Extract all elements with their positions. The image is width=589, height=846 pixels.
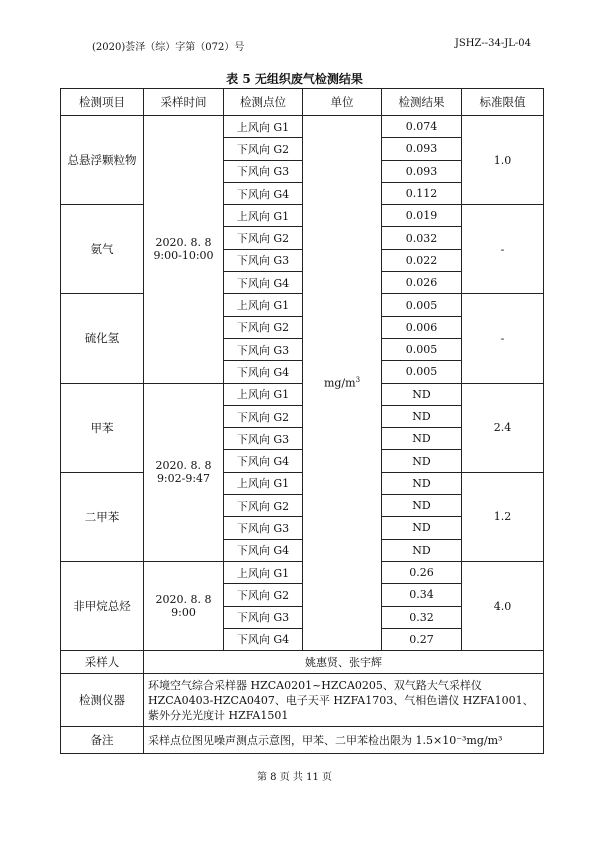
- sampling-point: 下风向 G4: [224, 361, 303, 383]
- sampling-point: 下风向 G2: [224, 405, 303, 427]
- result-value: ND: [382, 428, 462, 450]
- sampling-point: 下风向 G4: [224, 450, 303, 472]
- sampling-point: 上风向 G1: [224, 383, 303, 405]
- sampling-point: 上风向 G1: [224, 294, 303, 316]
- table-row: [61, 205, 544, 227]
- result-value: ND: [382, 517, 462, 539]
- limit-value: 4.0: [462, 561, 544, 650]
- result-value: 0.022: [382, 249, 462, 271]
- sampler-row: [61, 651, 544, 674]
- result-value: 0.005: [382, 294, 462, 316]
- result-value: 0.019: [382, 205, 462, 227]
- sampling-date: 2020. 8. 8: [155, 459, 212, 473]
- unit-text: mg/m: [323, 376, 356, 390]
- sampling-point: 下风向 G2: [224, 584, 303, 606]
- limit-value: 1.0: [462, 116, 544, 205]
- item-name: 氨气: [61, 205, 144, 294]
- sampling-period: 9:00-10:00: [153, 249, 214, 263]
- result-value: ND: [382, 450, 462, 472]
- table-row: [61, 294, 544, 316]
- limit-value: -: [462, 205, 544, 294]
- sampling-point: 下风向 G2: [224, 316, 303, 338]
- result-value: 0.27: [382, 628, 462, 650]
- page-footer: 第 8 页 共 11 页: [257, 772, 332, 783]
- sampling-time: [144, 116, 224, 384]
- sampling-point: 上风向 G1: [224, 116, 303, 138]
- item-name: 二甲苯: [61, 472, 144, 561]
- result-value: 0.34: [382, 584, 462, 606]
- col-header: 检测点位: [224, 89, 303, 116]
- col-header: 检测结果: [382, 89, 462, 116]
- sampling-point: 下风向 G3: [224, 160, 303, 182]
- result-value: 0.006: [382, 316, 462, 338]
- document-number: (2020)荟泽（综）字第（072）号: [92, 42, 245, 53]
- sampling-point: 下风向 G3: [224, 517, 303, 539]
- table-row: [61, 472, 544, 494]
- result-value: 0.26: [382, 561, 462, 583]
- item-name: 总悬浮颗粒物: [61, 116, 144, 205]
- header-row: [61, 89, 544, 116]
- sampling-point: 上风向 G1: [224, 205, 303, 227]
- sampling-point: 下风向 G4: [224, 628, 303, 650]
- result-value: 0.005: [382, 338, 462, 360]
- sampler-value: 姚惠贤、张宇辉: [144, 651, 544, 674]
- result-value: ND: [382, 539, 462, 561]
- remark-value: 采样点位图见噪声测点示意图，甲苯、二甲苯检出限为 1.5×10⁻³mg/m³: [144, 727, 544, 754]
- sampling-point: 下风向 G4: [224, 272, 303, 294]
- sampling-point: 下风向 G3: [224, 249, 303, 271]
- remark-label: 备注: [61, 727, 144, 754]
- col-header: 检测项目: [61, 89, 144, 116]
- item-name: 非甲烷总烃: [61, 561, 144, 650]
- remark-row: [61, 727, 544, 754]
- limit-value: 2.4: [462, 383, 544, 472]
- col-header: 标准限值: [462, 89, 544, 116]
- sampling-point: 下风向 G4: [224, 182, 303, 204]
- sampling-date: 2020. 8. 8: [155, 593, 212, 607]
- sampling-point: 下风向 G4: [224, 539, 303, 561]
- result-value: 0.005: [382, 361, 462, 383]
- sampling-point: 下风向 G3: [224, 428, 303, 450]
- form-number: JSHZ--34-JL-04: [454, 38, 531, 49]
- instrument-label: 检测仪器: [61, 674, 144, 727]
- sampling-point: 下风向 G2: [224, 495, 303, 517]
- table-row: [61, 383, 544, 405]
- col-header: 采样时间: [144, 89, 224, 116]
- limit-value: 1.2: [462, 472, 544, 561]
- instrument-value: 环境空气综合采样器 HZCA0201~HZCA0205、双气路大气采样仪 HZCA0403-HZCA0407、电子天平 HZFA1703、气相色谱仪 HZFA1001、紫外分光光度计 HZFA1501: [144, 674, 544, 727]
- sampling-point: 上风向 G1: [224, 561, 303, 583]
- result-value: ND: [382, 405, 462, 427]
- sampling-point: 下风向 G3: [224, 606, 303, 628]
- table-caption: 表 5 无组织废气检测结果: [226, 72, 363, 86]
- item-name: 甲苯: [61, 383, 144, 472]
- result-value: ND: [382, 495, 462, 517]
- limit-value: -: [462, 294, 544, 383]
- sampling-time: [144, 383, 224, 561]
- sampling-point: 下风向 G3: [224, 338, 303, 360]
- result-value: 0.093: [382, 138, 462, 160]
- col-header: 单位: [303, 89, 382, 116]
- result-value: 0.093: [382, 160, 462, 182]
- result-value: ND: [382, 383, 462, 405]
- result-value: 0.032: [382, 227, 462, 249]
- unit-cell: [303, 116, 382, 651]
- results-table: [60, 88, 544, 754]
- sampling-point: 下风向 G2: [224, 227, 303, 249]
- result-value: 0.32: [382, 606, 462, 628]
- sampler-label: 采样人: [61, 651, 144, 674]
- sampling-point: 下风向 G2: [224, 138, 303, 160]
- sampling-date: 2020. 8. 8: [155, 236, 212, 250]
- result-value: 0.074: [382, 116, 462, 138]
- sampling-period: 9:02-9:47: [156, 472, 211, 486]
- result-value: 0.026: [382, 272, 462, 294]
- result-value: ND: [382, 472, 462, 494]
- instrument-row: [61, 674, 544, 727]
- sampling-time: [144, 561, 224, 650]
- unit-superscript: 3: [355, 376, 361, 385]
- table-row: [61, 116, 544, 138]
- table-row: [61, 561, 544, 583]
- sampling-point: 上风向 G1: [224, 472, 303, 494]
- item-name: 硫化氢: [61, 294, 144, 383]
- result-value: 0.112: [382, 182, 462, 204]
- sampling-period: 9:00: [171, 606, 196, 620]
